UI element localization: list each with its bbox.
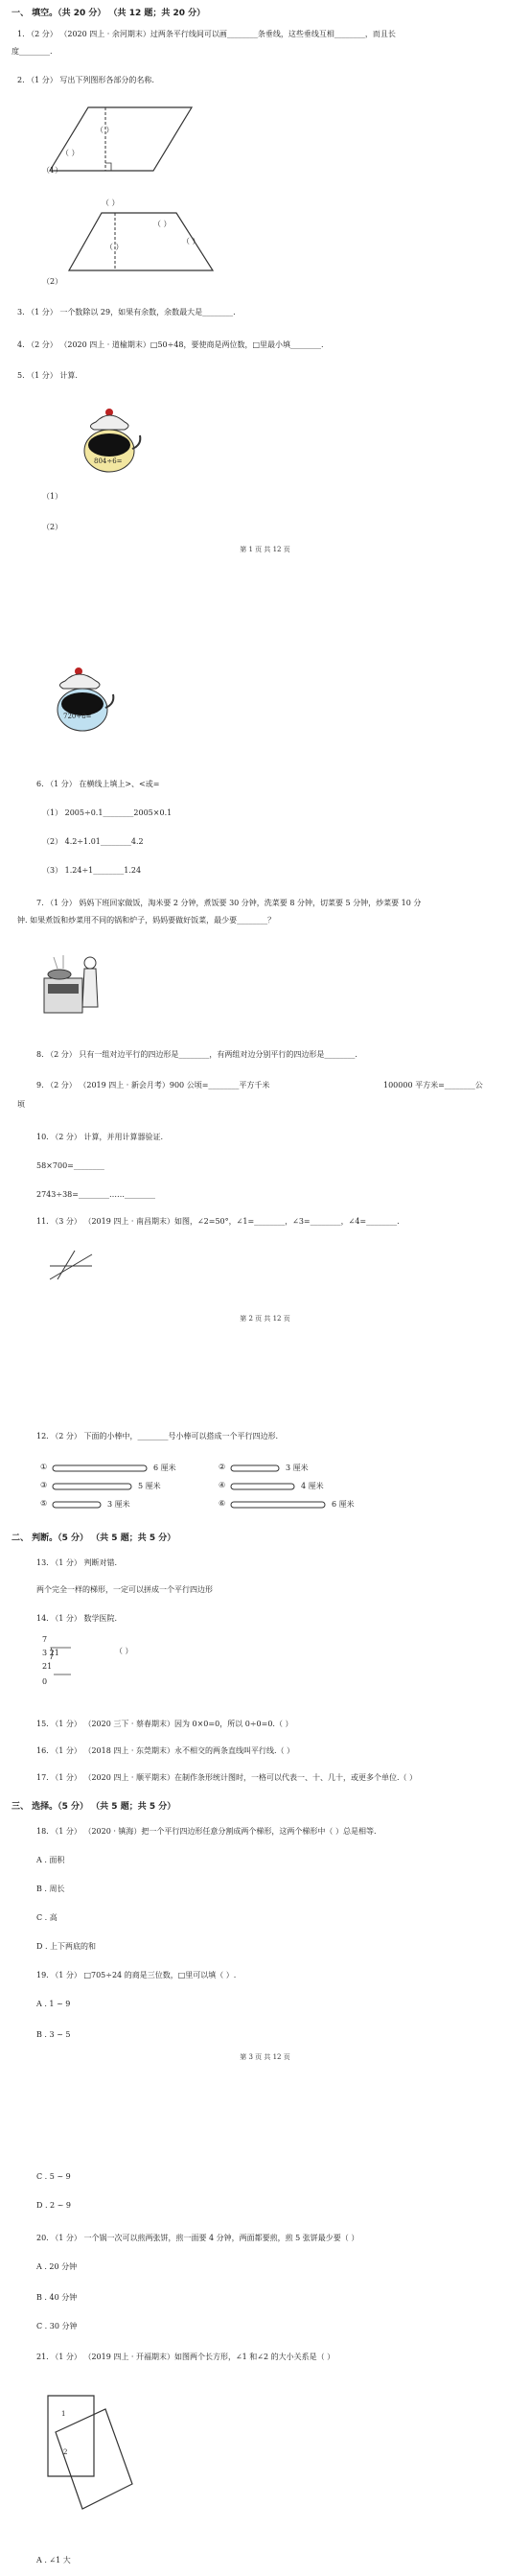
q7-line2: 钟. 如果煮饭和炒菜用不同的锅和炉子，妈妈要做好饭菜，最少要________？ [17, 916, 276, 925]
stick-6 [230, 1501, 326, 1509]
q19-option-b[interactable]: B . 3 ~ 5 [36, 2030, 71, 2039]
stick-4-length: 4 厘米 [301, 1482, 324, 1490]
q18-option-d[interactable]: D . 上下两底的和 [36, 1942, 97, 1951]
q13-text: 13. （1 分） 判断对错. [36, 1558, 117, 1567]
division-product: 21 [42, 1662, 53, 1671]
teapot-image-2 [50, 662, 117, 735]
rectangles-figure [42, 2388, 134, 2522]
trapezoid-figure [67, 209, 230, 278]
q5-label2: （2） [42, 523, 63, 531]
stick-6-length: 6 厘米 [332, 1500, 355, 1509]
q2-blank-2c: （ ） [182, 237, 200, 246]
q18-option-a[interactable]: A . 面积 [36, 1856, 65, 1864]
stick-5-label: ⑤ [40, 1499, 48, 1508]
q21-angle-2-label: 2 [63, 2448, 68, 2456]
stick-2-label: ② [219, 1463, 226, 1471]
stick-3-length: 5 厘米 [138, 1482, 161, 1490]
q13-sub: 两个完全一样的梯形，一定可以拼成一个平行四边形 [36, 1585, 213, 1594]
q2-blank-2d: （ ） [105, 243, 124, 251]
stick-1 [52, 1464, 148, 1472]
q1-line2: 度________. [12, 47, 53, 56]
q7-line1: 7. （1 分） 妈妈下班回家做饭，淘米要 2 分钟，煮饭要 30 分钟，洗菜要 8 分钟，切菜要 5 分钟，炒菜要 10 分 [36, 899, 422, 907]
q6-item-3: （3） 1.24÷1________1.24 [42, 866, 142, 875]
stick-5 [52, 1501, 102, 1509]
q6-text: 6. （1 分） 在横线上填上>、<或= [36, 780, 160, 788]
q2-blank-2a: （ ） [102, 199, 120, 207]
q19-text: 19. （1 分） □705÷24 的商是三位数，□里可以填（ ）. [36, 1971, 237, 1979]
division-quotient: 7 [42, 1635, 48, 1644]
q20-option-a[interactable]: A . 20 分钟 [36, 2262, 78, 2271]
teapot-2-label: 720÷8= [63, 713, 92, 720]
q18-text: 18. （1 分） （2020 · 镇海）把一个平行四边形任意分割成两个梯形，这两个梯形中（ ）总是相等. [36, 1827, 377, 1836]
q21-option-a[interactable]: A . ∠1 大 [36, 2556, 71, 2564]
division-remainder: 0 [42, 1677, 48, 1686]
q12-text: 12. （2 分） 下面的小棒中，________号小棒可以搭成一个平行四边形. [36, 1432, 278, 1440]
q15-text: 15. （1 分） （2020 三下 · 蔡春期末）因为 0×0=0，所以 0÷0=0.（ ） [36, 1720, 293, 1728]
q20-option-b[interactable]: B . 40 分钟 [36, 2293, 78, 2302]
q9-line2: 顷 [17, 1100, 25, 1109]
q20-text: 20. （1 分） 一个锅一次可以煎两张饼，煎一面要 4 分钟，两面都要煎，煎 5 张饼最少要（ ） [36, 2234, 359, 2242]
division-dividend: 3 21 [42, 1649, 59, 1657]
cooking-illustration [40, 949, 107, 1019]
stick-2 [230, 1464, 280, 1472]
q2-text: 2. （1 分） 写出下列图形各部分的名称. [17, 76, 154, 84]
q10-a: 58×700=________ [36, 1161, 104, 1170]
q9-line1b: 100000 平方米=________公 [383, 1081, 483, 1089]
teapot-1-label: 804÷6= [94, 457, 123, 465]
q14-text: 14. （1 分） 数学医院. [36, 1614, 117, 1623]
q20-option-c[interactable]: C . 30 分钟 [36, 2322, 78, 2330]
q18-option-c[interactable]: C . 高 [36, 1913, 58, 1922]
long-division [42, 1634, 77, 1692]
q2-blank-2b: （ ） [153, 220, 172, 228]
stick-1-label: ① [40, 1463, 48, 1471]
stick-3-label: ③ [40, 1481, 48, 1489]
q17-text: 17. （1 分） （2020 四上 · 顺平期末）在制作条形统计图时，一格可以代表一、十、几十，或更多个单位.（ ） [36, 1773, 418, 1782]
angle-figure [48, 1247, 96, 1285]
q10-b: 2743÷38=________……________ [36, 1190, 155, 1199]
stick-1-length: 6 厘米 [153, 1464, 176, 1472]
section-1-title: 一、 填空。（共 20 分） （共 12 题；共 20 分） [12, 9, 206, 18]
q9-line1: 9. （2 分） （2019 四上 · 新会月考）900 公顷=________平方千米 [36, 1081, 270, 1089]
q6-item-2: （2） 4.2÷1.01________4.2 [42, 837, 144, 846]
stick-2-length: 3 厘米 [286, 1464, 309, 1472]
q21-angle-1-label: 1 [61, 2410, 66, 2418]
q10-text: 10. （2 分） 计算，并用计算器验证. [36, 1133, 163, 1141]
q2-blank-1b: （ ） [61, 149, 80, 157]
q1-line1: 1. （2 分） （2020 四上 · 余河期末）过两条平行线间可以画________条垂线，这些垂线互相________，而且长 [17, 30, 396, 38]
q4-text: 4. （2 分） （2020 四上 · 道榆期末）□50÷48，要使商是两位数，□里最小填________. [17, 340, 324, 349]
q6-item-1: （1） 2005÷0.1________2005×0.1 [42, 808, 173, 817]
q11-text: 11. （3 分） （2019 四上 · 南昌期末）如图，∠2=50°，∠1=________，∠3=________，∠4=________. [36, 1217, 400, 1226]
stick-4-label: ④ [219, 1481, 226, 1489]
stick-5-length: 3 厘米 [107, 1500, 130, 1509]
q19-option-d[interactable]: D . 2 ~ 9 [36, 2201, 72, 2210]
parallelogram-figure [48, 102, 211, 180]
q21-text: 21. （1 分） （2019 四上 · 开福期末）如图两个长方形，∠1 和∠2 的大小关系是（ ） [36, 2353, 335, 2361]
stick-3 [52, 1483, 132, 1490]
q5-text: 5. （1 分） 计算. [17, 371, 78, 380]
q16-text: 16. （1 分） （2018 四上 · 东莞期末）永不相交的两条直线叫平行线.（ ） [36, 1746, 295, 1755]
q5-label1: （1） [42, 492, 63, 501]
q8-text: 8. （2 分） 只有一组对边平行的四边形是________，有两组对边分别平行的四边形是________. [36, 1050, 357, 1059]
q2-label1: （1） [42, 166, 63, 175]
q2-label2: （2） [42, 277, 63, 286]
q3-text: 3. （1 分） 一个数除以 29，如果有余数，余数最大是________. [17, 308, 236, 316]
section-2-title: 二、 判断。（5 分） （共 5 题；共 5 分） [12, 1534, 176, 1543]
page-footer-3: 第 3 页 共 12 页 [240, 2053, 290, 2061]
stick-4 [230, 1483, 295, 1490]
q2-blank-1a: （ ） [96, 126, 114, 134]
page-footer-1: 第 1 页 共 12 页 [240, 546, 290, 553]
section-3-title: 三、 选择。（5 分） （共 5 题；共 5 分） [12, 1802, 176, 1812]
q19-option-c[interactable]: C . 5 ~ 9 [36, 2172, 71, 2181]
page-footer-2: 第 2 页 共 12 页 [240, 1315, 290, 1323]
stick-6-label: ⑥ [219, 1499, 226, 1508]
q19-option-a[interactable]: A . 1 ~ 9 [36, 2000, 71, 2008]
q14-answer: （ ） [115, 1647, 133, 1655]
q18-option-b[interactable]: B . 周长 [36, 1885, 65, 1893]
